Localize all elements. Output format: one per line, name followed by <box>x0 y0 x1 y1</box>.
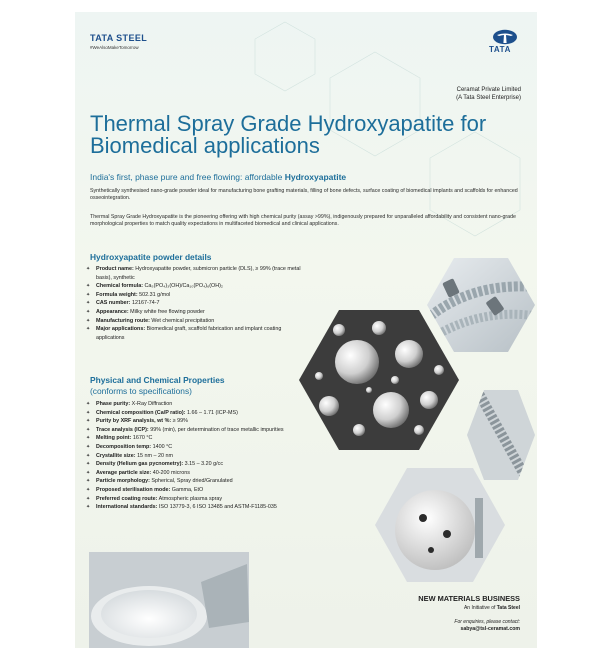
properties-heading: Physical and Chemical Properties <box>90 375 225 385</box>
properties-subheading: (conforms to specifications) <box>90 386 192 396</box>
list-item: ✦ CAS number: 12167-74-7 <box>86 299 301 308</box>
intro-paragraph-1: Synthetically synthesised nano-grade powder ideal for manufacturing bone grafting materials, filling of bone defects, surface coating of biomedical implants and scaffolds for enhanced osseointegration. <box>90 188 518 202</box>
intro-paragraph-2: Thermal Spray Grade Hydroxyapatite is the pioneering offering with high chemical purity (assay >99%), indigenously prepared for unparalleled affordability and consistent nano-grade morphological properties to match quality expectations in multifaceted biomedical and clinical applications. <box>90 214 517 228</box>
list-item: ✦ Crystallite size: 15 nm – 20 nm <box>86 452 301 461</box>
tata-steel-logo: TATA STEEL <box>90 33 148 43</box>
list-item: ✦ International standards: ISO 13779-3, 6 ISO 13485 and ASTM-F1185-035 <box>86 503 301 512</box>
initiative-prefix: An Initiative of <box>463 605 496 611</box>
properties-list <box>86 400 301 512</box>
enquiry-label: For enquiries, please contact: <box>454 619 520 625</box>
list-item: ✦ Particle morphology: Spherical, Spray dried/Granulated <box>86 477 301 486</box>
tata-emblem-icon <box>492 29 518 45</box>
subtitle-highlight: Hydroxyapatite <box>284 172 347 182</box>
list-item: ✦ Chemical formula: Ca₅(PO₄)₃(OH)/Ca₁₀(PO₄)₆(OH)₂ <box>86 282 301 291</box>
tata-wordmark: TATA <box>489 45 511 54</box>
business-initiative <box>340 605 520 611</box>
list-item: ✦ Major applications: Biomedical graft, scaffold fabrication and implant coating applications <box>86 325 301 342</box>
powder-details-heading: Hydroxyapatite powder details <box>90 252 212 262</box>
company-block <box>391 86 521 102</box>
list-item: ✦ Preferred coating route: Atmospheric plasma spray <box>86 495 301 504</box>
business-name: NEW MATERIALS BUSINESS <box>418 594 520 603</box>
list-item: ✦ Purity by XRF analysis, wt %: ≥ 99% <box>86 417 301 426</box>
list-item: ✦ Formula weight: 502.31 g/mol <box>86 291 301 300</box>
company-name: Ceramat Private Limited <box>456 87 521 93</box>
joint-implant-image <box>375 468 505 582</box>
list-item: ✦ Manufacturing route: Wet chemical precipitation <box>86 317 301 326</box>
list-item: ✦ Decomposition temp: 1400 °C <box>86 443 301 452</box>
microsphere-sem-image <box>299 310 459 450</box>
list-item: ✦ Trace analysis (ICP): 99% (min), per determination of trace metallic impurities <box>86 426 301 435</box>
list-item: ✦ Average particle size: 40-200 microns <box>86 469 301 478</box>
list-item: ✦ Melting point: 1670 °C <box>86 434 301 443</box>
initiative-brand: Tata Steel <box>496 605 520 611</box>
list-item: ✦ Density (Helium gas pycnometry): 3.15 – 3.20 g/cc <box>86 460 301 469</box>
company-subtitle: (A Tata Steel Enterprise) <box>456 95 521 101</box>
list-item: ✦ Product name: Hydroxyapatite powder, submicron particle (DLS), ≥ 99% (trace metal basis), synthetic <box>86 265 301 282</box>
list-item: ✦ Appearance: Milky white free flowing powder <box>86 308 301 317</box>
subtitle <box>90 172 346 182</box>
screw-implant-image <box>467 390 535 480</box>
contact-email[interactable]: sabya@tsl-ceramat.com <box>460 626 520 632</box>
list-item: ✦ Phase purity: X-Ray Diffraction <box>86 400 301 409</box>
list-item: ✦ Chemical composition (Ca/P ratio): 1.66 – 1.71 (ICP-MS) <box>86 409 301 418</box>
tagline: #WeAlsoMakeTomorrow <box>90 45 139 50</box>
brochure-page <box>75 12 537 648</box>
page-title: Thermal Spray Grade Hydroxyapatite for Biomedical applications <box>90 111 487 158</box>
list-item: ✦ Proposed sterilisation mode: Gamma, EtO <box>86 486 301 495</box>
powder-details-list <box>86 265 301 342</box>
subtitle-text: India's first, phase pure and free flowing: affordable <box>90 172 283 182</box>
hydroxyapatite-powder-image <box>89 552 249 648</box>
